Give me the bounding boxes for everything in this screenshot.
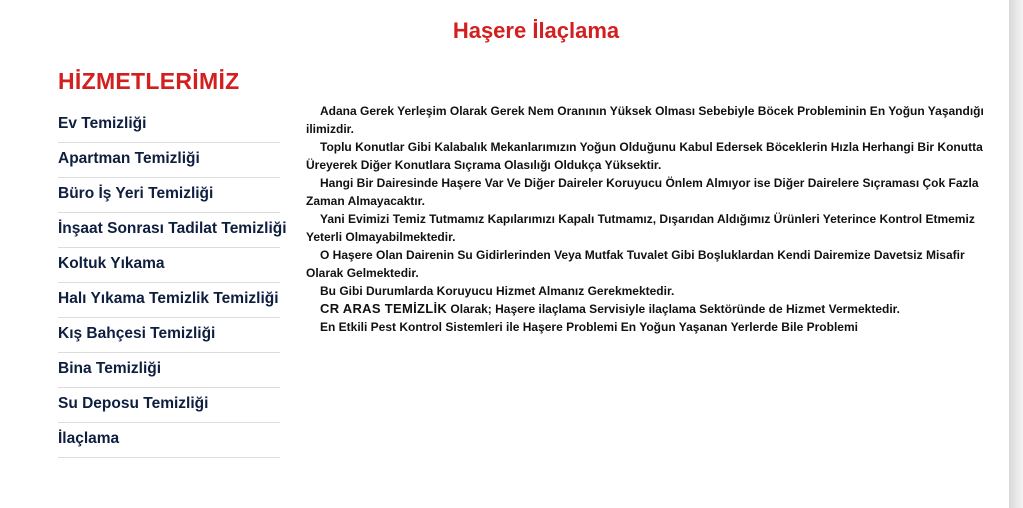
brand-name: CR ARAS TEMİZLİK — [320, 301, 448, 316]
article-body — [306, 102, 996, 336]
sidebar-heading: HİZMETLERİMİZ — [58, 68, 240, 94]
window-edge-shadow — [1009, 0, 1023, 508]
menu-item-buro-is-yeri-temizligi[interactable]: Büro İş Yeri Temizliği — [58, 178, 280, 213]
paragraph: Toplu Konutlar Gibi Kalabalık Mekanlarımızın Yoğun Olduğunu Kabul Edersek Böceklerin Hızla Herhangi Bir Konutta Üreyerek Diğer Konutlara Sıçrama Olasılığı Oldukça Yüksektir. — [306, 140, 983, 172]
paragraph: Hangi Bir Dairesinde Haşere Var Ve Diğer Daireler Koruyucu Önlem Almıyor ise Diğer Dairelere Sıçraması Çok Fazla Zaman Almayacaktır. — [306, 176, 979, 208]
paragraph: Bu Gibi Durumlarda Koruyucu Hizmet Almanız Gerekmektedir. — [320, 284, 675, 298]
page-title: Haşere İlaçlama — [452, 18, 620, 43]
services-menu — [58, 108, 287, 458]
paragraph: O Haşere Olan Dairenin Su Gidirlerinden Veya Mutfak Tuvalet Gibi Boşluklardan Kendi Dairemize Davetsiz Misafir Olarak Gelmektedir. — [306, 248, 965, 280]
services-sidebar — [58, 68, 287, 458]
menu-item-su-deposu-temizligi[interactable]: Su Deposu Temizliği — [58, 388, 280, 423]
menu-item-insaat-sonrasi-temizligi[interactable]: İnşaat Sonrası Tadilat Temizliği — [58, 213, 280, 248]
brand-paragraph — [306, 300, 996, 318]
menu-item-kis-bahcesi-temizligi[interactable]: Kış Bahçesi Temizliği — [58, 318, 280, 353]
paragraph: Adana Gerek Yerleşim Olarak Gerek Nem Oranının Yüksek Olması Sebebiyle Böcek Probleminin En Yoğun Yaşandığı ilimizdir. — [306, 104, 984, 136]
brand-paragraph-text: Olarak; Haşere ilaçlama Servisiyle ilaçlama Sektöründe de Hizmet Vermektedir. — [447, 302, 900, 316]
menu-item-apartman-temizligi[interactable]: Apartman Temizliği — [58, 143, 280, 178]
menu-item-ev-temizligi[interactable]: Ev Temizliği — [58, 108, 280, 143]
paragraph: Yani Evimizi Temiz Tutmamız Kapılarımızı Kapalı Tutmamız, Dışarıdan Aldığımız Ürünleri Yeterince Kontrol Etmemiz Yeterli Olmayabilmektedir. — [306, 212, 975, 244]
menu-item-hali-yikama[interactable]: Halı Yıkama Temizlik Temizliği — [58, 283, 280, 318]
menu-item-koltuk-yikama[interactable]: Koltuk Yıkama — [58, 248, 280, 283]
menu-item-bina-temizligi[interactable]: Bina Temizliği — [58, 353, 280, 388]
closing-paragraph: En Etkili Pest Kontrol Sistemleri ile Haşere Problemi En Yoğun Yaşanan Yerlerde Bile Problemi — [320, 320, 858, 334]
menu-item-ilaclama[interactable]: İlaçlama — [58, 423, 280, 458]
